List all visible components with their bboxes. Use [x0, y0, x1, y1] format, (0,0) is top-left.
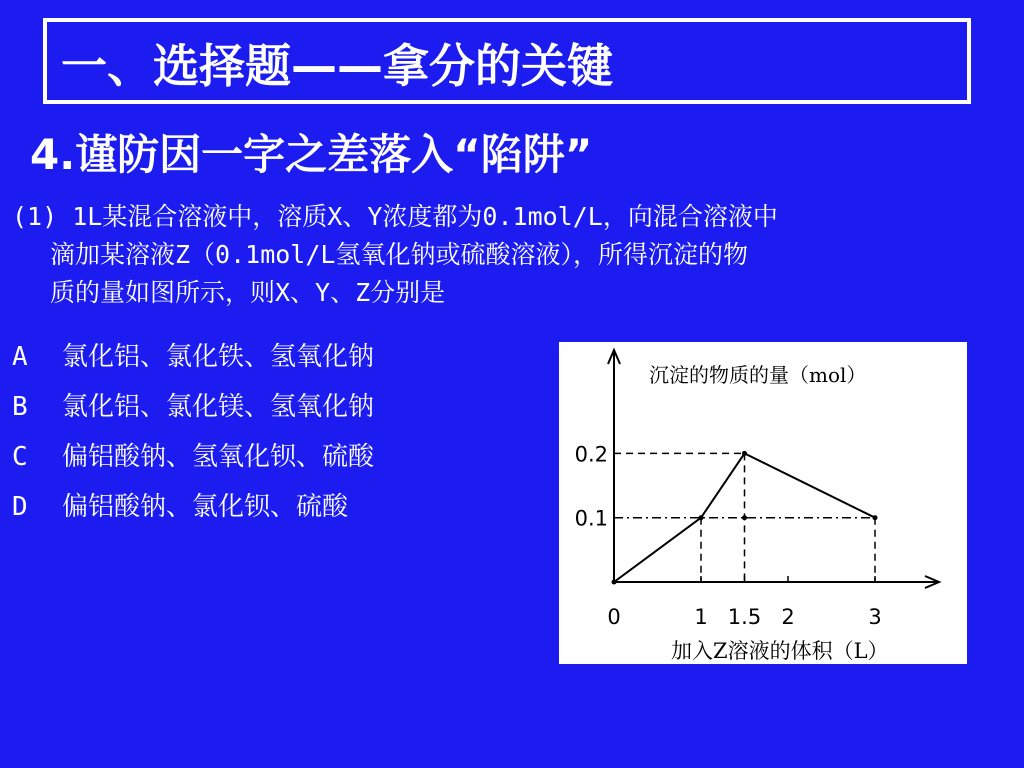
y-tick-label: 0.2 [574, 442, 608, 467]
y-tick-label: 0.1 [574, 506, 608, 531]
precipitate-chart [559, 342, 967, 664]
option-letter: C [12, 442, 28, 472]
x-tick-label: 0 [607, 605, 621, 629]
option-b[interactable] [12, 382, 374, 432]
slide-subtitle: 4.谨防因一字之差落入“陷阱” [30, 130, 593, 179]
x-tick-label: 1.5 [727, 605, 762, 629]
chart-svg [559, 342, 967, 664]
data-point [742, 451, 747, 456]
option-text: 氯化铝、氯化铁、氢氧化钠 [62, 342, 375, 372]
question-line-1: (1) 1L某混合溶液中，溶质X、Y浓度都为0.1mol/L，向混合溶液中 [12, 202, 778, 231]
option-letter: D [12, 492, 28, 522]
option-a[interactable] [12, 332, 374, 382]
data-point-marker [742, 515, 747, 520]
x-tick-label: 2 [781, 605, 795, 629]
data-point [873, 515, 878, 520]
options-list [12, 332, 374, 532]
option-c[interactable] [12, 432, 374, 482]
question-line-3: 质的量如图所示，则X、Y、Z分别是 [50, 278, 446, 307]
x-tick-label: 1 [694, 605, 708, 629]
option-d[interactable] [12, 482, 374, 532]
option-text: 偏铝酸钠、氢氧化钡、硫酸 [62, 442, 375, 472]
option-text: 偏铝酸钠、氯化钡、硫酸 [62, 492, 349, 522]
option-letter: A [12, 342, 28, 372]
option-text: 氯化铝、氯化镁、氢氧化钠 [62, 392, 375, 422]
y-axis-label: 沉淀的物质的量（mol） [649, 363, 867, 387]
title-box [43, 18, 971, 104]
data-point [699, 515, 704, 520]
x-axis-label: 加入Z溶液的体积（L） [671, 639, 889, 663]
data-point [612, 580, 617, 585]
slide-title: 一、选择题——拿分的关键 [61, 39, 613, 93]
question-line-2: 滴加某溶液Z（0.1mol/L氢氧化钠或硫酸溶液），所得沉淀的物 [50, 240, 748, 269]
option-letter: B [12, 392, 28, 422]
x-tick-label: 3 [868, 605, 882, 629]
question-text [12, 198, 1012, 312]
